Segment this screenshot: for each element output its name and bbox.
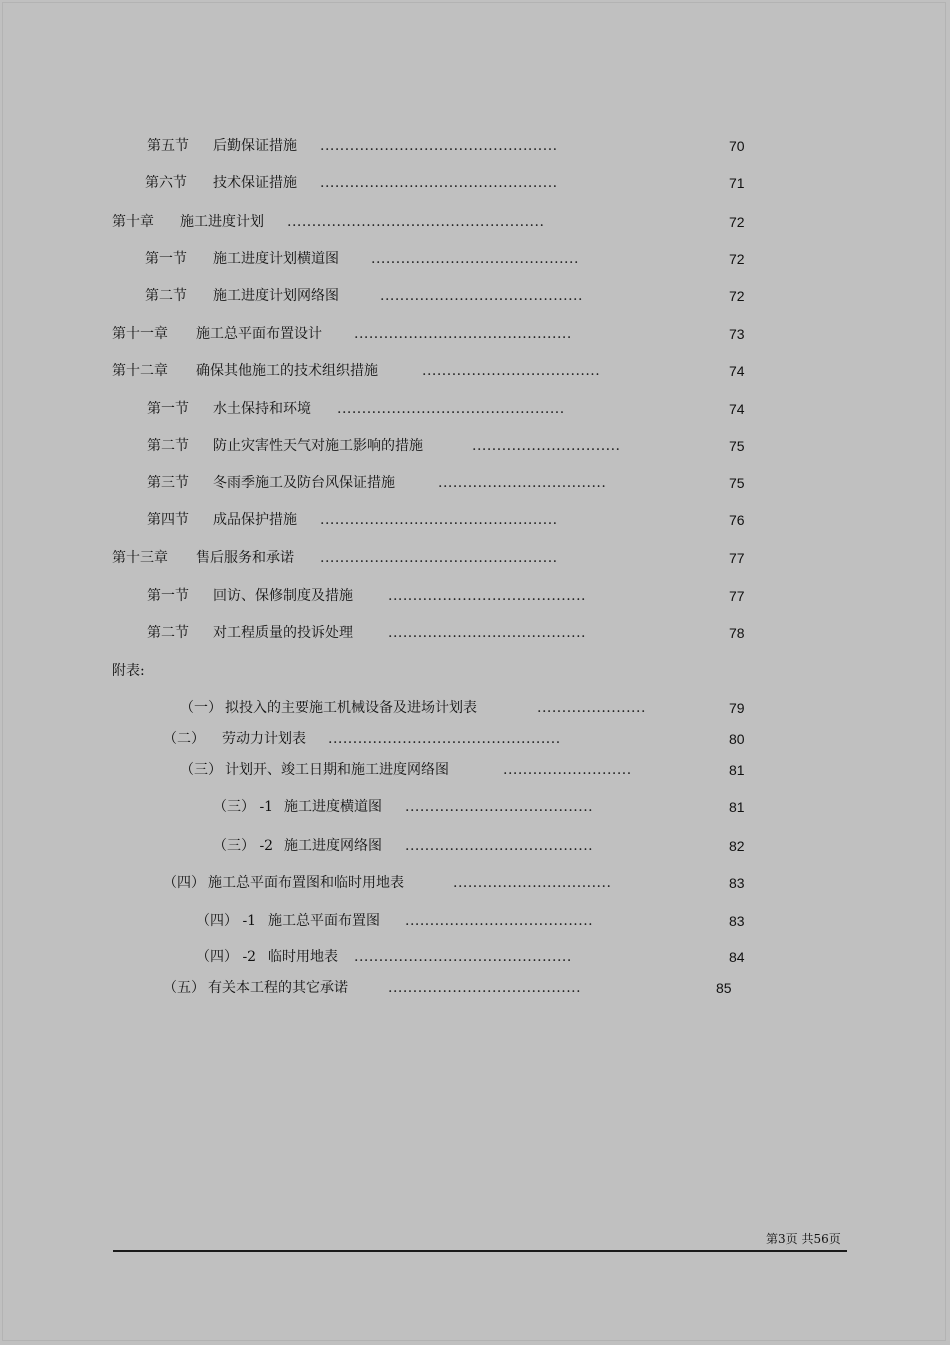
appendix-entry-title: 临时用地表 [268, 949, 338, 965]
toc-entry-leader: .......................................... [371, 251, 579, 267]
toc-entry-leader: ........................................ [388, 625, 587, 641]
appendix-heading: 附表: [112, 663, 145, 679]
toc-entry-page: 71 [729, 175, 745, 191]
toc-entry-page: 75 [729, 438, 745, 454]
toc-entry-page: 72 [729, 288, 745, 304]
toc-entry-page: 77 [729, 550, 745, 566]
appendix-entry-title: 施工总平面布置图 [268, 913, 380, 929]
toc-entry-leader: .................................................... [287, 214, 545, 230]
appendix-entry-leader: ................................ [453, 875, 612, 891]
toc-entry-label: 第六节 [145, 175, 187, 191]
toc-entry-title: 防止灾害性天气对施工影响的措施 [213, 438, 423, 454]
toc-entry-title: 施工进度计划横道图 [213, 251, 339, 267]
toc-entry-label: 第五节 [147, 138, 189, 154]
appendix-entry-title: 有关本工程的其它承诺 [208, 980, 348, 996]
appendix-entry-label: （四） -1 [196, 913, 257, 929]
appendix-entry-title: 劳动力计划表 [222, 731, 306, 747]
appendix-entry-page: 81 [729, 762, 745, 778]
toc-entry-label: 第三节 [147, 475, 189, 491]
toc-entry-title: 水土保持和环境 [213, 401, 311, 417]
toc-entry-page: 74 [729, 363, 745, 379]
toc-entry-title: 回访、保修制度及措施 [213, 588, 353, 604]
toc-entry-title: 后勤保证措施 [213, 138, 297, 154]
appendix-entry-title: 施工总平面布置图和临时用地表 [208, 875, 404, 891]
appendix-entry-label: （三） -2 [213, 838, 274, 854]
appendix-entry-page: 82 [729, 838, 745, 854]
toc-entry-label: 第十章 [112, 214, 154, 230]
appendix-entry-leader: ...................................... [405, 799, 594, 815]
toc-entry-leader: .............................................. [337, 401, 565, 417]
appendix-entry-page: 83 [729, 913, 745, 929]
toc-entry-leader: .................................. [438, 475, 607, 491]
toc-entry-leader: ................................................ [320, 550, 558, 566]
appendix-entry-leader: ............................................ [354, 949, 572, 965]
toc-entry-title: 对工程质量的投诉处理 [213, 625, 353, 641]
appendix-entry-title: 拟投入的主要施工机械设备及进场计划表 [225, 700, 477, 716]
appendix-entry-leader: ...................... [537, 700, 646, 716]
appendix-entry-leader: ...................................... [405, 838, 594, 854]
toc-entry-label: 第二节 [147, 438, 189, 454]
appendix-entry-label: （二） [163, 731, 205, 747]
toc-entry-leader: ............................................ [354, 326, 572, 342]
appendix-entry-label: （一） [180, 700, 222, 716]
toc-entry-label: 第十一章 [112, 326, 168, 342]
toc-entry-title: 售后服务和承诺 [196, 550, 294, 566]
toc-entry-page: 73 [729, 326, 745, 342]
toc-entry-leader: .............................. [472, 438, 621, 454]
appendix-entry-label: （三） -1 [213, 799, 274, 815]
toc-entry-label: 第一节 [147, 588, 189, 604]
toc-entry-leader: ................................................ [320, 175, 558, 191]
toc-entry-label: 第二节 [145, 288, 187, 304]
toc-entry-page: 74 [729, 401, 745, 417]
toc-entry-title: 施工进度计划 [180, 214, 264, 230]
appendix-entry-title: 施工进度横道图 [284, 799, 382, 815]
appendix-entry-title: 施工进度网络图 [284, 838, 382, 854]
toc-entry-label: 第四节 [147, 512, 189, 528]
toc-entry-label: 第二节 [147, 625, 189, 641]
appendix-entry-leader: .......................... [503, 762, 632, 778]
appendix-entry-title: 计划开、竣工日期和施工进度网络图 [225, 762, 449, 778]
appendix-entry-leader: ....................................... [388, 980, 582, 996]
footer-rule [113, 1250, 847, 1252]
appendix-entry-page: 83 [729, 875, 745, 891]
toc-entry-leader: ......................................... [380, 288, 583, 304]
appendix-entry-label: （三） [180, 762, 222, 778]
appendix-entry-page: 79 [729, 700, 745, 716]
toc-entry-title: 确保其他施工的技术组织措施 [196, 363, 378, 379]
toc-entry-label: 第十二章 [112, 363, 168, 379]
toc-entry-title: 施工总平面布置设计 [196, 326, 322, 342]
toc-entry-page: 75 [729, 475, 745, 491]
appendix-entry-page: 85 [716, 980, 732, 996]
appendix-entry-label: （四） -2 [196, 949, 257, 965]
toc-entry-title: 施工进度计划网络图 [213, 288, 339, 304]
toc-entry-page: 70 [729, 138, 745, 154]
toc-entry-page: 76 [729, 512, 745, 528]
toc-entry-page: 77 [729, 588, 745, 604]
toc-entry-page: 78 [729, 625, 745, 641]
toc-entry-leader: ................................................ [320, 512, 558, 528]
toc-entry-title: 技术保证措施 [213, 175, 297, 191]
toc-entry-label: 第一节 [147, 401, 189, 417]
toc-entry-leader: ........................................ [388, 588, 587, 604]
toc-entry-label: 第一节 [145, 251, 187, 267]
appendix-entry-leader: ............................................... [328, 731, 561, 747]
footer-page-number: 第3页 共56页 [766, 1232, 841, 1246]
appendix-entry-page: 80 [729, 731, 745, 747]
toc-entry-title: 冬雨季施工及防台风保证措施 [213, 475, 395, 491]
appendix-entry-page: 84 [729, 949, 745, 965]
appendix-entry-page: 81 [729, 799, 745, 815]
toc-entry-leader: ................................................ [320, 138, 558, 154]
toc-entry-page: 72 [729, 214, 745, 230]
appendix-entry-label: （四） [163, 875, 205, 891]
toc-entry-leader: .................................... [422, 363, 601, 379]
toc-entry-page: 72 [729, 251, 745, 267]
appendix-entry-label: （五） [163, 980, 205, 996]
toc-entry-label: 第十三章 [112, 550, 168, 566]
appendix-entry-leader: ...................................... [405, 913, 594, 929]
toc-entry-title: 成品保护措施 [213, 512, 297, 528]
